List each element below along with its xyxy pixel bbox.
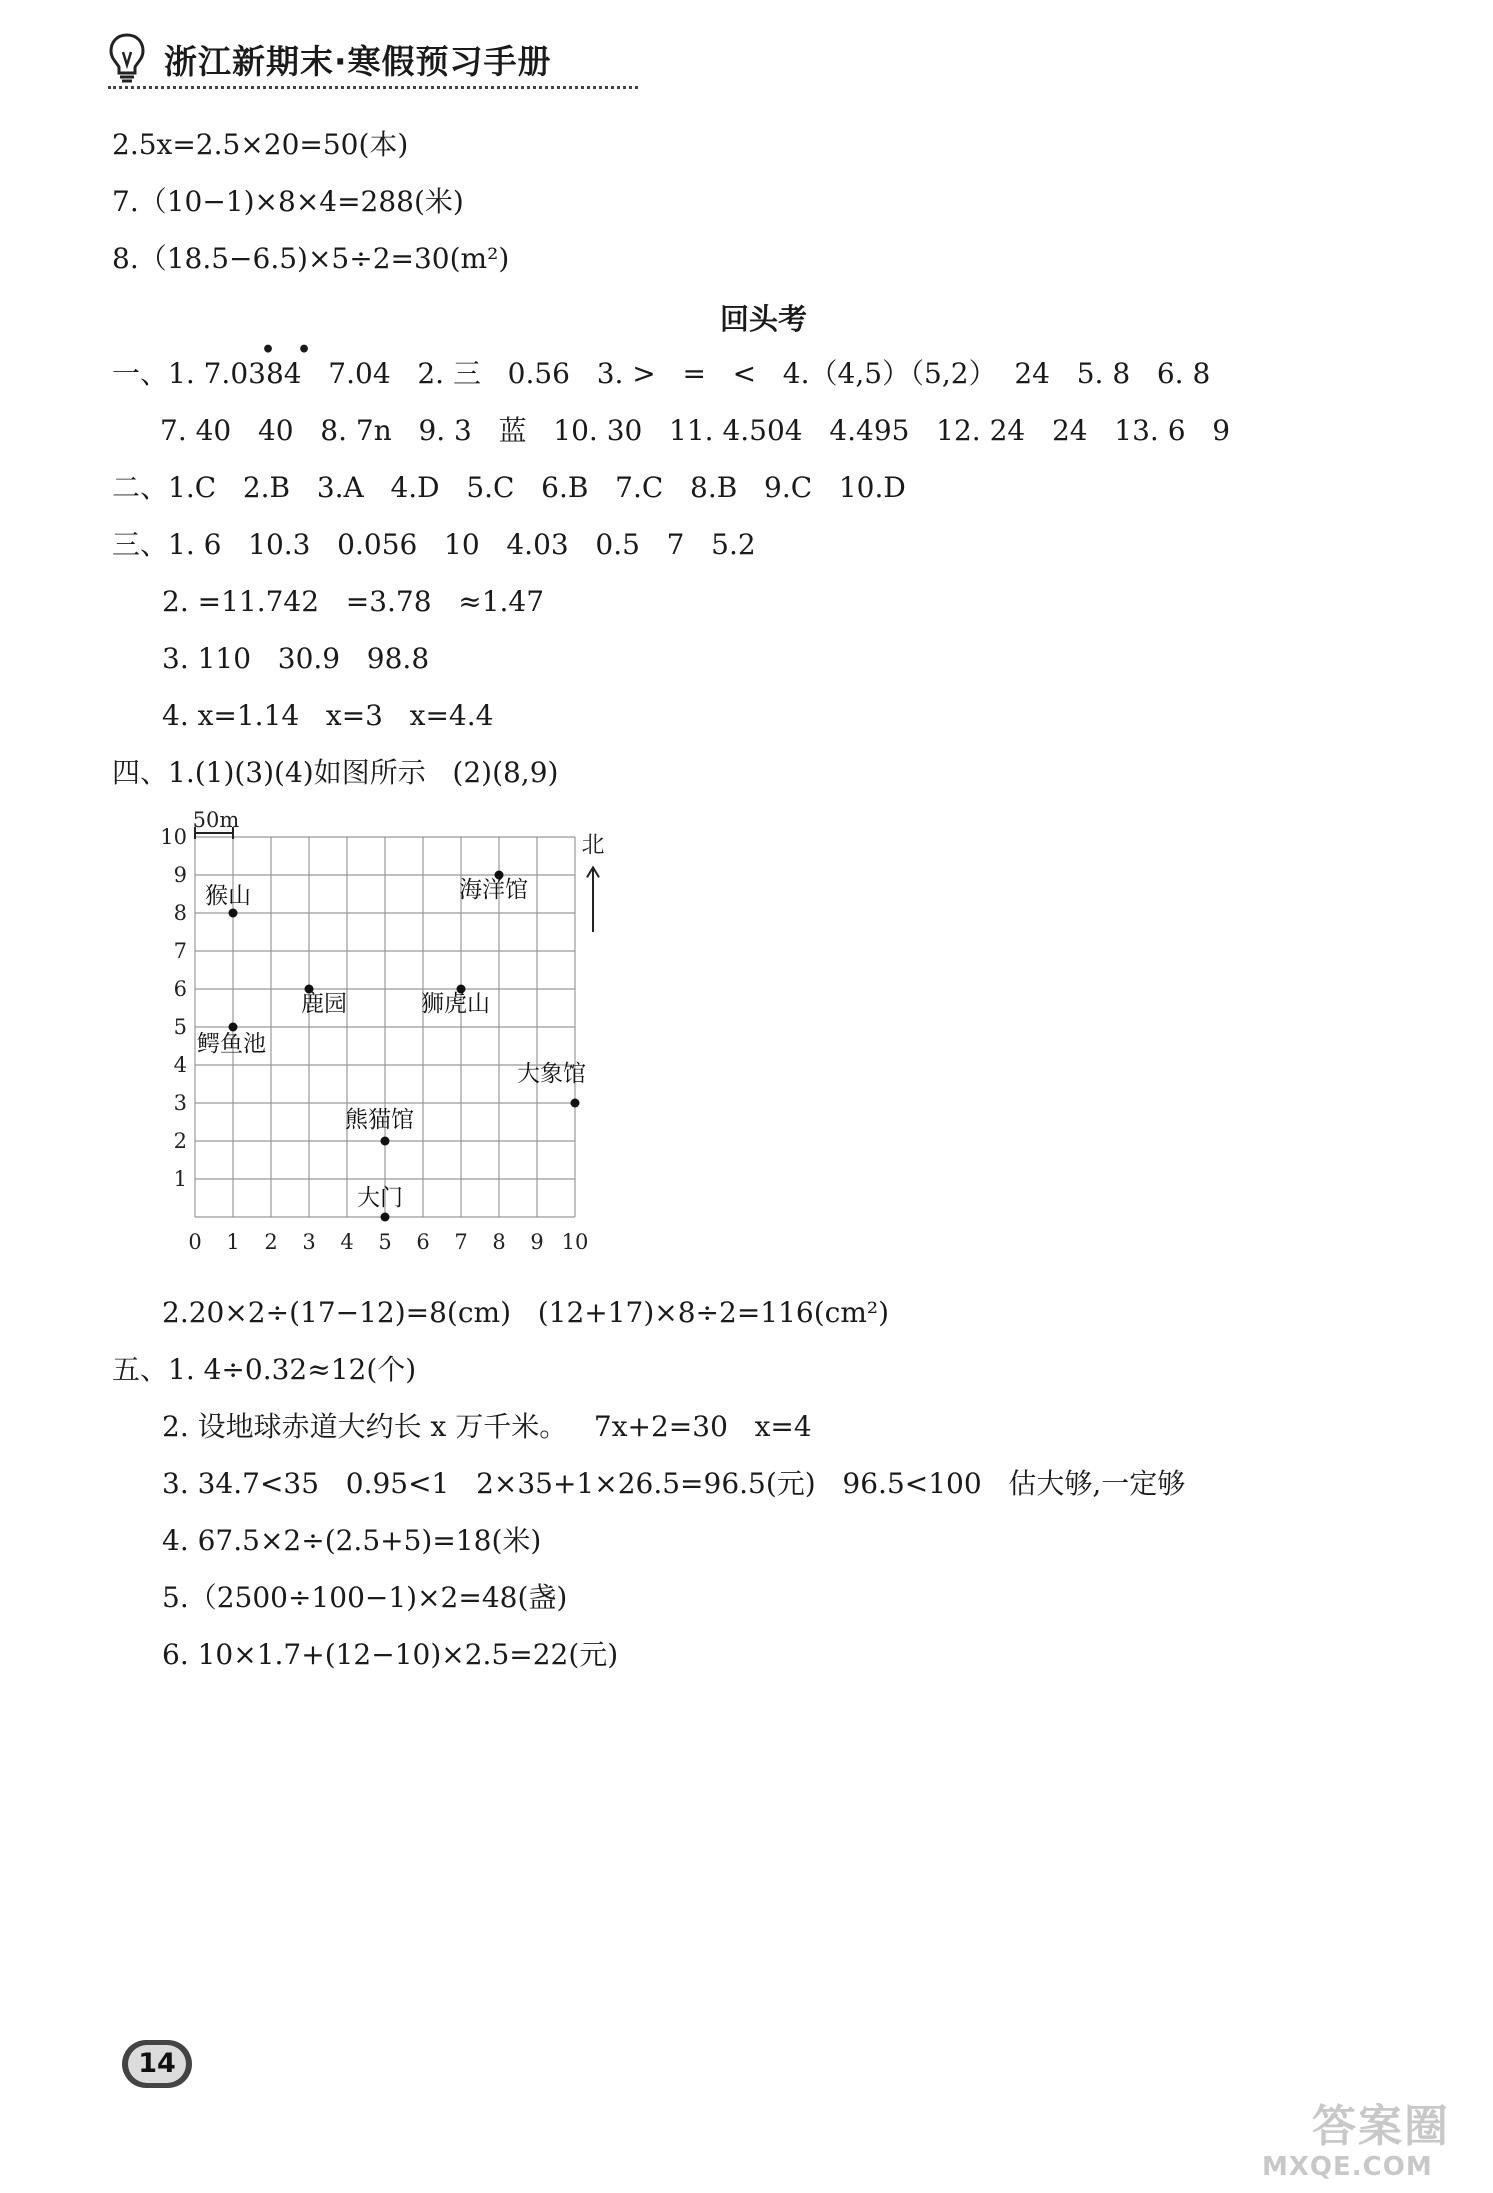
page-header	[108, 30, 638, 88]
zoo-map	[150, 808, 630, 1262]
answer-line-three-2: 2. =11.742 =3.78 ≈1.47	[162, 585, 545, 618]
watermark-url: MXQE.COM	[1262, 2152, 1433, 2182]
answer-line-four-2: 2.20×2÷(17−12)=8(cm) (12+17)×8÷2=116(cm²)	[162, 1296, 890, 1329]
zoo-map-grid	[150, 808, 630, 1262]
x-tick-label: 7	[454, 1230, 468, 1254]
answer-line-five-3: 3. 34.7<35 0.95<1 2×35+1×26.5=96.5(元) 96.5<100 估大够,一定够	[162, 1467, 1186, 1500]
y-tick-label: 1	[173, 1167, 187, 1191]
x-tick-label: 3	[302, 1230, 316, 1254]
map-point	[381, 1213, 390, 1222]
y-tick-label: 2	[173, 1129, 187, 1153]
watermark-logo: 答案圈	[1312, 2101, 1450, 2152]
answer-line-one-b: 7. 40 40 8. 7n 9. 3 蓝 10. 30 11. 4.504 4.495 12. 24 24 13. 6 9	[160, 414, 1231, 447]
map-point-label: 鹿园	[301, 991, 347, 1017]
x-tick-label: 9	[530, 1230, 544, 1254]
y-tick-label: 10	[160, 825, 187, 849]
answer-line-2-5x: 2.5x=2.5×20=50(本)	[112, 128, 409, 161]
map-point-label: 海洋馆	[459, 877, 528, 903]
repeating-decimal-dot: •	[261, 337, 276, 363]
y-tick-label: 6	[173, 977, 187, 1001]
y-tick-label: 5	[173, 1015, 187, 1039]
answer-line-three-4: 4. x=1.14 x=3 x=4.4	[162, 699, 494, 732]
map-point-label: 大门	[357, 1185, 403, 1211]
header-divider	[108, 86, 638, 89]
map-point-label: 鳄鱼池	[197, 1031, 266, 1057]
answer-line-one-a: 一、1. 7.0384 7.04 2. 三 0.56 3. > = < 4.（4,5）（5,2） 24 5. 8 6. 8	[112, 357, 1211, 390]
y-tick-label: 8	[173, 901, 187, 925]
answer-line-three-1: 三、1. 6 10.3 0.056 10 4.03 0.5 7 5.2	[112, 528, 756, 561]
header-title: 浙江新期末·寒假预习手册	[164, 42, 552, 81]
answer-line-8: 8.（18.5−6.5)×5÷2=30(m²)	[112, 242, 510, 275]
page-number: 14	[128, 2045, 186, 2083]
x-tick-label: 5	[378, 1230, 392, 1254]
x-tick-label: 0	[188, 1230, 202, 1254]
map-point-label: 猴山	[205, 883, 251, 909]
x-tick-label: 1	[226, 1230, 240, 1254]
map-point	[381, 1137, 390, 1146]
x-tick-label: 2	[264, 1230, 278, 1254]
answer-line-7: 7.（10−1)×8×4=288(米)	[112, 185, 464, 218]
x-tick-label: 10	[561, 1230, 589, 1254]
answer-line-five-1: 五、1. 4÷0.32≈12(个)	[112, 1353, 417, 1386]
answer-line-five-5: 5.（2500÷100−1)×2=48(盏)	[162, 1581, 568, 1614]
map-point	[571, 1099, 580, 1108]
answer-line-five-6: 6. 10×1.7+(12−10)×2.5=22(元)	[162, 1638, 619, 1671]
page-number-badge	[122, 2040, 192, 2088]
y-tick-label: 3	[173, 1091, 187, 1115]
map-point-label: 熊猫馆	[345, 1107, 414, 1133]
x-tick-label: 6	[416, 1230, 430, 1254]
repeating-decimal-dot: •	[297, 337, 312, 363]
x-tick-label: 4	[340, 1230, 354, 1254]
x-tick-label: 8	[492, 1230, 506, 1254]
y-tick-label: 9	[173, 863, 187, 887]
answer-line-five-2: 2. 设地球赤道大约长 x 万千米。 7x+2=30 x=4	[162, 1410, 812, 1443]
answer-line-three-3: 3. 110 30.9 98.8	[162, 642, 430, 675]
section-title: 回头考	[720, 302, 808, 336]
map-point	[229, 909, 238, 918]
answer-line-four-1: 四、1.(1)(3)(4)如图所示 (2)(8,9)	[112, 756, 559, 789]
north-label: 北	[581, 832, 605, 859]
y-tick-label: 7	[173, 939, 187, 963]
y-tick-label: 4	[173, 1053, 187, 1077]
scale-bar-label: 50m	[192, 808, 240, 832]
map-point-label: 大象馆	[517, 1061, 586, 1087]
map-point-label: 狮虎山	[421, 991, 490, 1017]
lightbulb-icon	[108, 32, 146, 84]
answer-line-five-4: 4. 67.5×2÷(2.5+5)=18(米)	[162, 1524, 542, 1557]
answer-line-two: 二、1.C 2.B 3.A 4.D 5.C 6.B 7.C 8.B 9.C 10.D	[112, 471, 906, 504]
watermark	[1262, 2090, 1482, 2186]
